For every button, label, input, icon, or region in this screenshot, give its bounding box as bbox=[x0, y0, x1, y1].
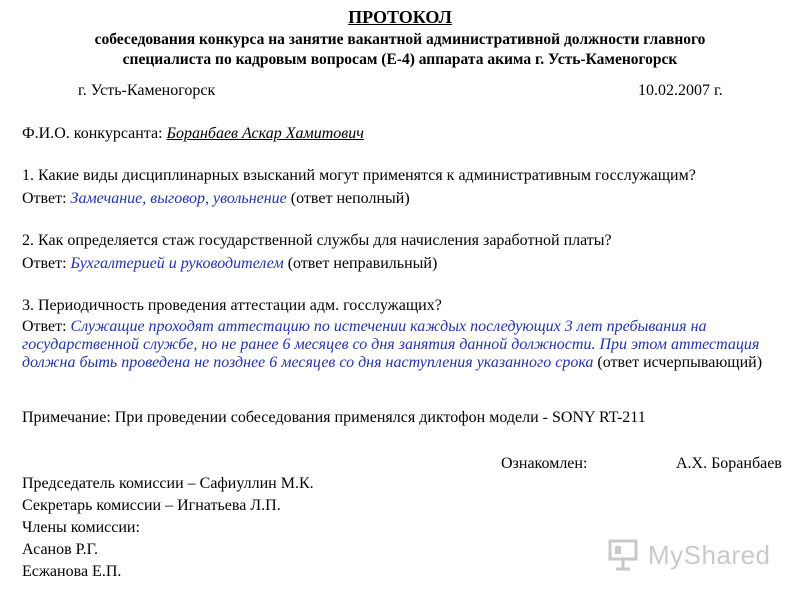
note-line: Примечание: При проведении собеседования применялся диктофон модели - SONY RT-211 bbox=[22, 409, 646, 426]
presentation-board-icon bbox=[608, 538, 642, 572]
answer-2-assessment: (ответ неправильный) bbox=[287, 255, 438, 272]
commission-member-1: Асанов Р.Г. bbox=[22, 541, 99, 558]
answer-2-line bbox=[22, 254, 437, 274]
candidate-label: Ф.И.О. конкурсанта: bbox=[22, 125, 163, 142]
answer-3-assessment: (ответ исчерпывающий) bbox=[597, 354, 763, 371]
document-subtitle bbox=[40, 30, 760, 70]
document-place: г. Усть-Каменогорск bbox=[78, 82, 216, 99]
commission-chairman: Председатель комиссии – Сафиуллин М.К. bbox=[22, 475, 314, 492]
answer-1-assessment: (ответ неполный) bbox=[290, 190, 410, 207]
answer-3-text: Служащие проходят аттестацию по истечении каждых последующих 3 лет пребывания на государственной службе, но не ранее 6 месяцев со дня занятия данной должности. При этом аттестация должна быть проведена не позднее 6 месяцев со дня наступления указанного срока bbox=[22, 318, 760, 371]
commission-member-2: Есжанова Е.П. bbox=[22, 563, 122, 580]
answer-1-line bbox=[22, 189, 410, 209]
acknowledged-name: А.Х. Боранбаев bbox=[676, 455, 782, 472]
answer-3-block bbox=[22, 318, 790, 372]
answer-1-label: Ответ: bbox=[22, 190, 67, 207]
subtitle-line-2: специалиста по кадровым вопросам (Е-4) аппарата акима г. Усть-Каменогорск bbox=[122, 51, 678, 68]
question-2: 2. Как определяется стаж государственной службы для начисления заработной платы? bbox=[22, 232, 612, 249]
commission-secretary: Секретарь комиссии – Игнатьева Л.П. bbox=[22, 497, 281, 514]
answer-2-text: Бухгалтерией и руководителем bbox=[70, 255, 284, 272]
answer-3-label: Ответ: bbox=[22, 318, 67, 335]
document-title: ПРОТОКОЛ bbox=[348, 7, 452, 27]
question-1: 1. Какие виды дисциплинарных взысканий могут применятся к административным госслужащим? bbox=[22, 167, 696, 184]
candidate-line bbox=[22, 124, 364, 144]
acknowledged-label: Ознакомлен: bbox=[501, 455, 588, 472]
watermark bbox=[608, 536, 771, 574]
candidate-name: Боранбаев Аскар Хамитович bbox=[166, 125, 364, 142]
commission-members-label: Члены комиссии: bbox=[22, 519, 140, 536]
answer-1-text: Замечание, выговор, увольнение bbox=[70, 190, 287, 207]
document-date: 10.02.2007 г. bbox=[638, 82, 723, 99]
watermark-text: MyShared bbox=[648, 540, 771, 570]
subtitle-line-1: собеседования конкурса на занятие вакантной административной должности главного bbox=[94, 31, 706, 48]
answer-2-label: Ответ: bbox=[22, 255, 67, 272]
question-3: 3. Периодичность проведения аттестации адм. госслужащих? bbox=[22, 297, 442, 314]
